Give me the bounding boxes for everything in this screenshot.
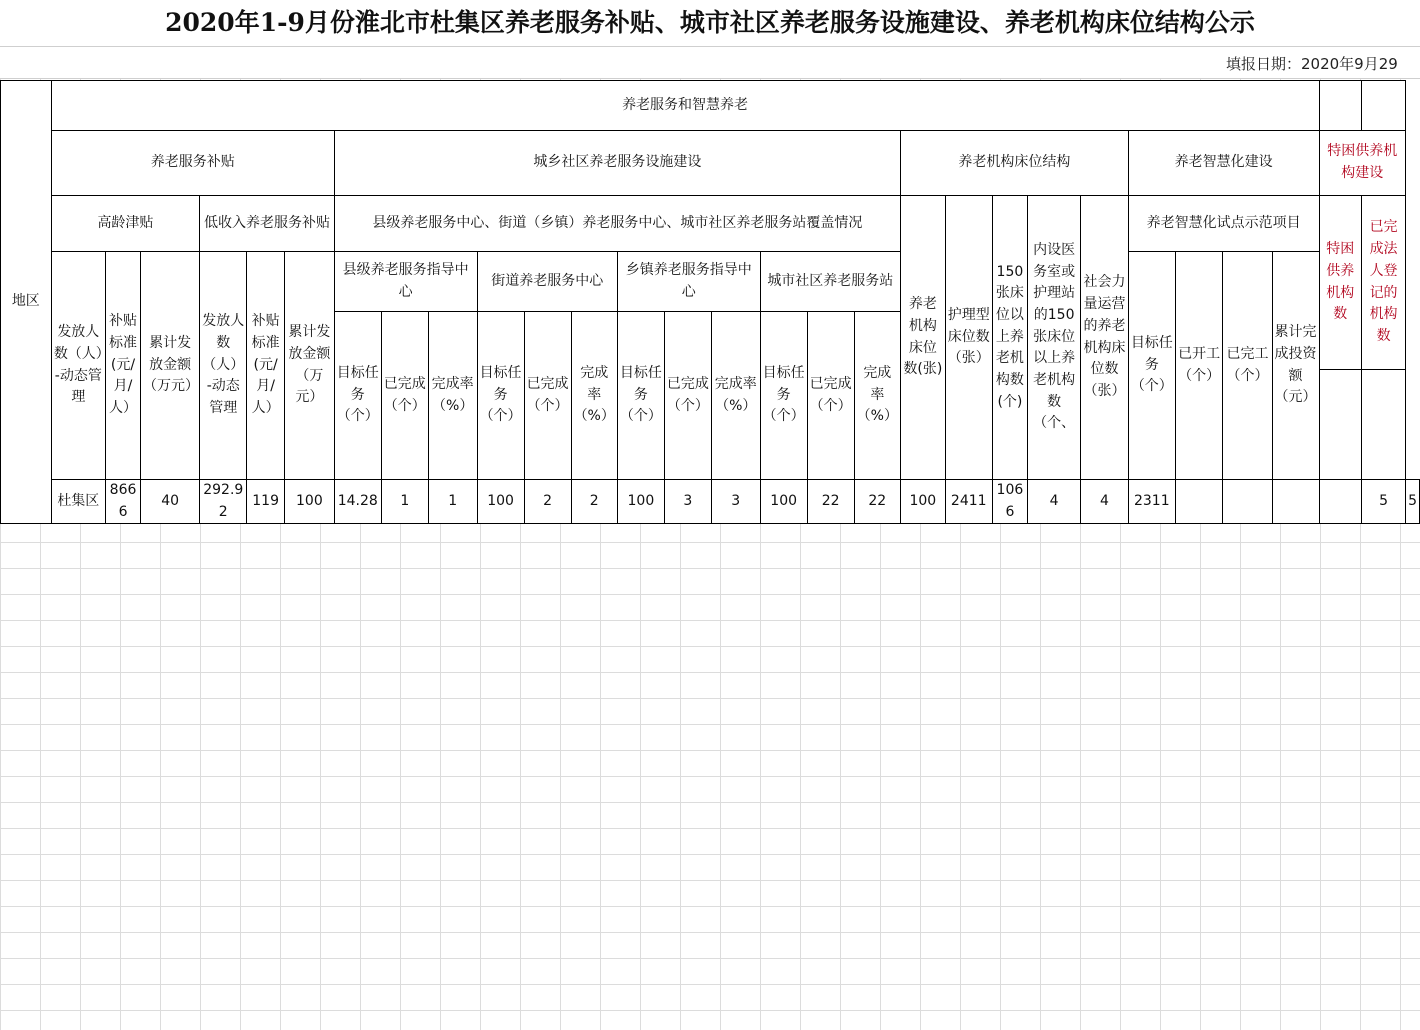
cell-registered: 5: [1406, 480, 1420, 524]
cell-beds-total: 2411: [945, 480, 992, 524]
header-tekun-count: 特困供养机构数: [1319, 196, 1362, 370]
header-nursing-beds: 护理型床位数（张）: [945, 196, 992, 480]
cell-ea-standard: 40: [141, 480, 200, 524]
cell-street-target: 2: [524, 480, 571, 524]
cell-community-rate: 100: [900, 480, 945, 524]
cell-over150: 4: [1028, 480, 1081, 524]
header-smart: 养老智慧化建设: [1128, 131, 1319, 196]
header-sp-finished: 已完工（个）: [1223, 252, 1272, 480]
header-county-rate: 完成率（%）: [428, 312, 477, 480]
header-street-rate: 完成率（%）: [571, 312, 617, 480]
header-beds-total: 养老机构床位数(张): [900, 196, 945, 480]
cell-ea-people: 8666: [106, 480, 141, 524]
header-street-center: 街道养老服务中心: [477, 252, 617, 312]
cell-community-target: 22: [807, 480, 854, 524]
header-street-done: 已完成（个）: [524, 312, 571, 480]
header-low-income: 低收入养老服务补贴: [200, 196, 335, 252]
header-blank: [1319, 370, 1362, 480]
table-row: [1, 480, 1420, 524]
cell-community-done: 22: [854, 480, 900, 524]
header-community-rate: 完成率（%）: [854, 312, 900, 480]
header-community-target: 目标任务（个）: [760, 312, 807, 480]
cell-street-rate: 100: [617, 480, 664, 524]
header-subsidy: 养老服务补贴: [51, 131, 334, 196]
header-street-target: 目标任务（个）: [477, 312, 524, 480]
header-registered: 已完成法人登记的机构数: [1362, 196, 1406, 370]
header-row-3: [1, 196, 1420, 252]
cell-li-standard: 100: [284, 480, 334, 524]
cell-li-people: 119: [247, 480, 285, 524]
header-smart-pilot: 养老智慧化试点示范项目: [1128, 196, 1319, 252]
header-town-done: 已完成（个）: [664, 312, 711, 480]
header-li-amount: 累计发放金额（万元）: [284, 252, 334, 480]
header-ea-people: 发放人数（人）-动态管理: [51, 252, 105, 480]
header-row-1: [1, 81, 1420, 131]
cell-li-amount: 14.28: [334, 480, 381, 524]
header-elderly-allowance: 高龄津贴: [51, 196, 200, 252]
header-sp-target: 目标任务（个）: [1128, 252, 1175, 480]
header-empty: [1362, 81, 1406, 131]
cell-sp-started: [1223, 480, 1272, 524]
cell-nursing-beds: 1066: [992, 480, 1027, 524]
cell-county-target: 1: [381, 480, 428, 524]
header-community-done: 已完成（个）: [807, 312, 854, 480]
header-row-4: [1, 252, 1420, 312]
cell-sp-target: [1175, 480, 1223, 524]
header-li-people: 发放人数（人）-动态管理: [200, 252, 247, 480]
header-sp-started: 已开工（个）: [1175, 252, 1223, 480]
header-county-done: 已完成（个）: [381, 312, 428, 480]
header-blank: [1362, 370, 1406, 480]
header-town-target: 目标任务（个）: [617, 312, 664, 480]
cell-county-rate: 100: [477, 480, 524, 524]
cell-county-done: 1: [428, 480, 477, 524]
header-medical-150: 内设医务室或护理站的150张床位以上养老机构数（个、: [1028, 196, 1081, 480]
header-town-center: 乡镇养老服务指导中心: [617, 252, 760, 312]
page-title: 2020年1-9月份淮北市杜集区养老服务补贴、城市社区养老服务设施建设、养老机构床位结构公示: [0, 0, 1420, 47]
header-community-station: 城市社区养老服务站: [760, 252, 900, 312]
header-bed-structure: 养老机构床位结构: [900, 131, 1128, 196]
header-town-rate: 完成率（%）: [711, 312, 760, 480]
header-over150: 150张床位以上养老机构数(个): [992, 196, 1027, 480]
cell-ea-amount: 292.92: [200, 480, 247, 524]
cell-region: 杜集区: [51, 480, 105, 524]
header-ea-amount: 累计发放金额（万元）: [141, 252, 200, 480]
header-li-standard: 补贴标准(元/月/人）: [247, 252, 285, 480]
header-county-target: 目标任务（个）: [334, 312, 381, 480]
cell-medical-150: 4: [1081, 480, 1129, 524]
cell-town-rate: 100: [760, 480, 807, 524]
header-social-beds: 社会力量运营的养老机构床位数（张）: [1081, 196, 1129, 480]
header-tekun: 特困供养机构建设: [1319, 131, 1406, 196]
header-top-group: 养老服务和智慧养老: [51, 81, 1319, 131]
cell-social-beds: 2311: [1128, 480, 1175, 524]
cell-tekun-count: 5: [1362, 480, 1406, 524]
header-facility: 城乡社区养老服务设施建设: [334, 131, 900, 196]
cell-street-done: 2: [571, 480, 617, 524]
cell-town-done: 3: [711, 480, 760, 524]
fill-date-row: [0, 47, 1420, 79]
data-table: [0, 80, 1420, 524]
header-empty: [1319, 81, 1362, 131]
cell-sp-invest: [1319, 480, 1362, 524]
cell-sp-finished: [1272, 480, 1319, 524]
header-row-2: [1, 131, 1420, 196]
header-coverage: 县级养老服务中心、街道（乡镇）养老服务中心、城市社区养老服务站覆盖情况: [334, 196, 900, 252]
cell-town-target: 3: [664, 480, 711, 524]
header-ea-standard: 补贴标准(元/月/人）: [106, 252, 141, 480]
fill-date: 填报日期：2020年9月29: [1226, 55, 1398, 73]
header-sp-invest: 累计完成投资额（元）: [1272, 252, 1319, 480]
header-county-center: 县级养老服务指导中心: [334, 252, 477, 312]
header-region: 地区: [1, 81, 52, 524]
